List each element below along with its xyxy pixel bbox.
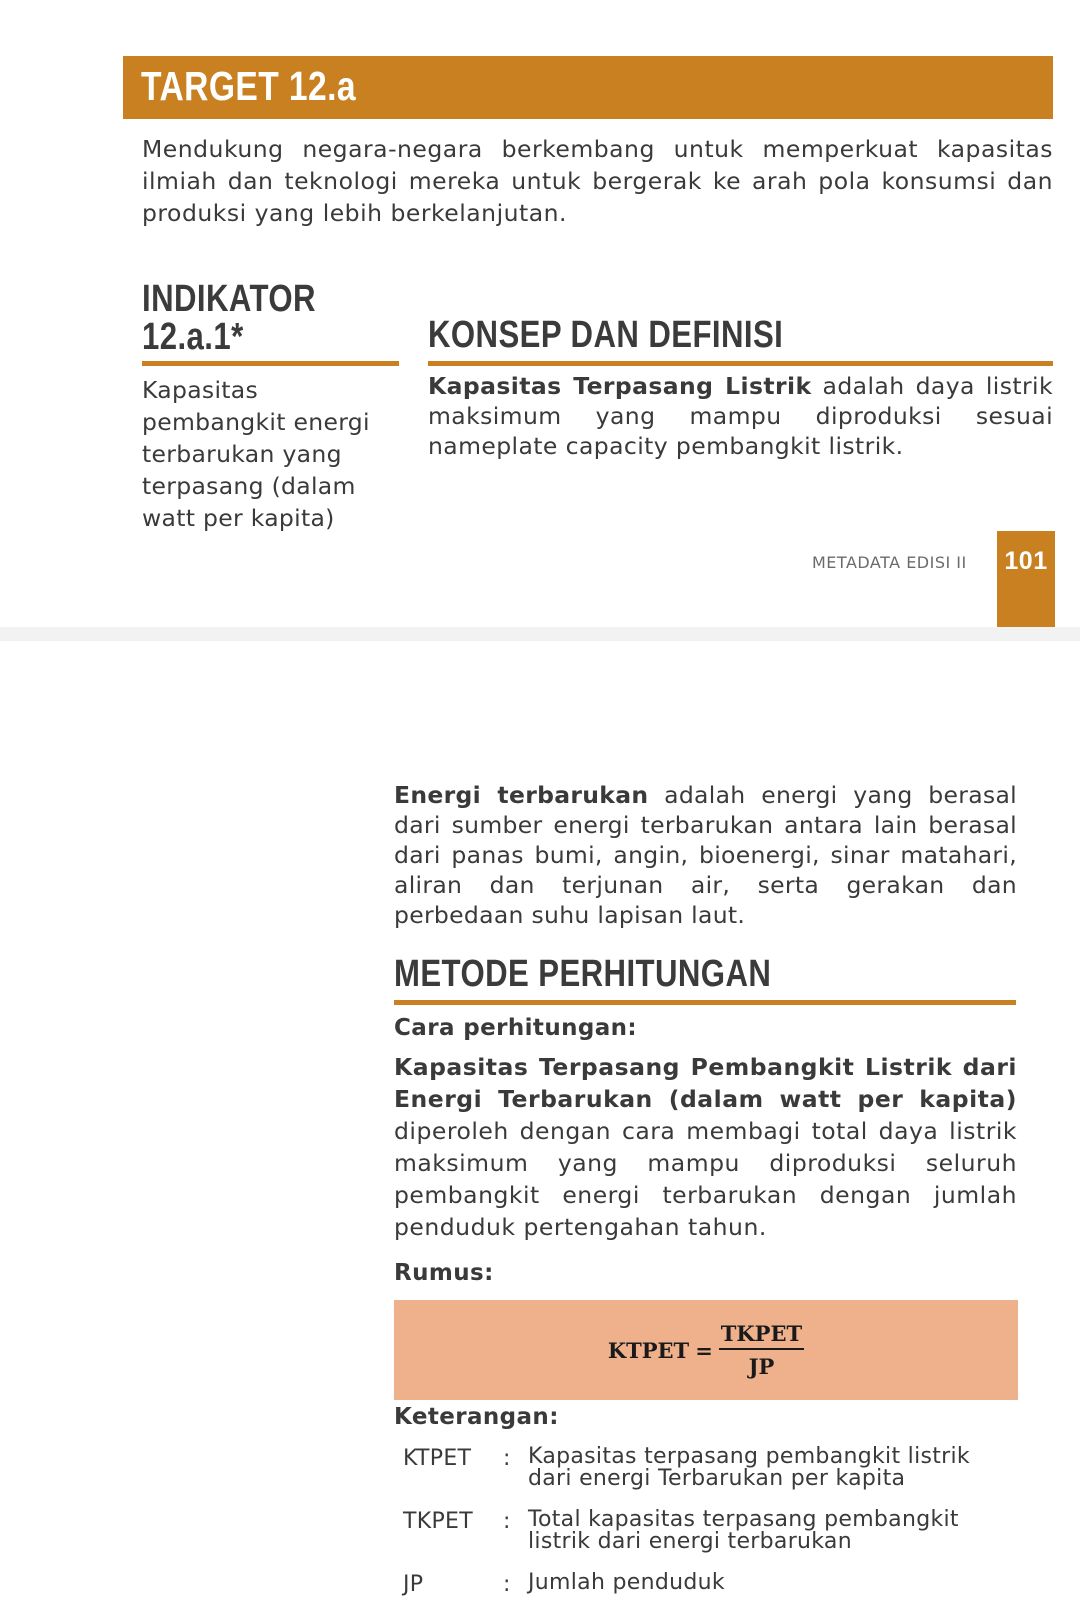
energi-text <box>394 780 1017 930</box>
rumus-label: Rumus: <box>394 1260 494 1286</box>
page-number: 101 <box>1004 547 1048 575</box>
indikator-divider <box>142 361 399 366</box>
keterangan-label: Keterangan: <box>394 1404 559 1430</box>
konsep-text <box>428 371 1053 461</box>
formula-lhs: KTPET <box>607 1337 690 1363</box>
cara-text <box>394 1051 1017 1243</box>
footer-label: METADATA EDISI II <box>812 553 967 572</box>
keterangan-abbr: TKPET <box>403 1509 473 1534</box>
cara-bold: Kapasitas Terpasang Pembangkit Listrik dari Energi Terbarukan (dalam watt per kapita) <box>394 1053 1017 1113</box>
formula-box <box>394 1300 1018 1400</box>
konsep-term: Kapasitas Terpasang Listrik <box>428 372 812 400</box>
formula-numerator: TKPET <box>719 1321 804 1350</box>
target-description: Mendukung negara-negara berkembang untuk memperkuat kapasitas ilmiah dan teknologi mereka untuk bergerak ke arah pola konsumsi dan produksi yang lebih berkelanjutan. <box>142 135 1053 227</box>
formula <box>394 1300 1018 1400</box>
target-title: TARGET 12.a <box>141 63 357 109</box>
target-banner <box>123 56 1053 119</box>
konsep-definition: adalah daya listrik maksimum yang mampu diproduksi sesuai nameplate capacity pembangkit listrik. <box>428 372 1053 460</box>
cara-label: Cara perhitungan: <box>394 1015 638 1041</box>
indikator-heading-line2: 12.a.1* <box>142 316 244 358</box>
formula-fraction <box>719 1321 804 1379</box>
energi-definition: adalah energi yang berasal dari sumber energi terbarukan antara lain berasal dari panas bumi, angin, bioenergi, sinar matahari, aliran dan terjunan air, serta gerakan dan perbedaan suhu lapisan laut. <box>394 781 1017 929</box>
indikator-text: Kapasitas pembangkit energi terbarukan yang terpasang (dalam watt per kapita) <box>142 376 370 532</box>
formula-equals: = <box>695 1337 713 1363</box>
keterangan-desc: Kapasitas terpasang pembangkit listrik dari energi Terbarukan per kapita <box>528 1444 970 1491</box>
keterangan-abbr: JP <box>403 1572 424 1597</box>
konsep-divider <box>428 361 1053 366</box>
metode-heading: METODE PERHITUNGAN <box>394 953 772 995</box>
page-number-tab <box>997 531 1055 627</box>
cara-description: diperoleh dengan cara membagi total daya listrik maksimum yang mampu diproduksi seluruh pembangkit energi terbarukan dengan jumlah penduduk pertengahan tahun. <box>394 1117 1017 1241</box>
page-separator <box>0 627 1080 641</box>
keterangan-abbr: KTPET <box>403 1446 472 1471</box>
keterangan-colon: : <box>503 1446 511 1471</box>
indikator-heading <box>142 280 316 356</box>
energi-term: Energi terbarukan <box>394 781 649 809</box>
formula-denominator: JP <box>748 1354 775 1379</box>
keterangan-desc: Total kapasitas terpasang pembangkit listrik dari energi terbarukan <box>528 1507 959 1554</box>
indikator-heading-line1: INDIKATOR <box>142 278 316 320</box>
keterangan-desc: Jumlah penduduk <box>528 1570 725 1595</box>
keterangan-colon: : <box>503 1572 511 1597</box>
keterangan-colon: : <box>503 1509 511 1534</box>
konsep-heading: KONSEP DAN DEFINISI <box>428 314 784 356</box>
metode-divider <box>394 1000 1016 1005</box>
